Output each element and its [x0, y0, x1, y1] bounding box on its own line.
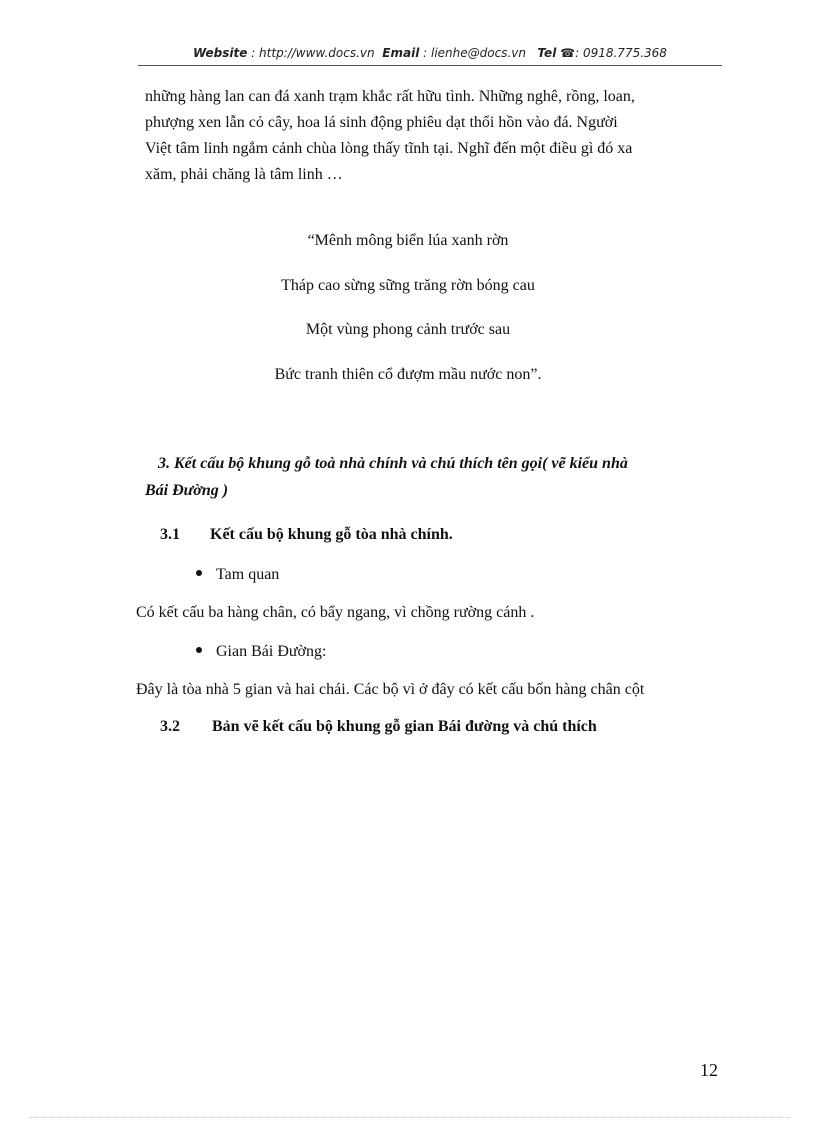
poem-line: Tháp cao sừng sững trăng rờn bóng cau [281, 277, 535, 294]
page-header [138, 46, 722, 60]
paragraph-line: phượng xen lẫn cỏ cây, hoa lá sinh động phiêu dạt thổi hồn vào đá. Người [145, 114, 618, 131]
tel-number: : 0918.775.368 [575, 46, 667, 60]
phone-icon: ☎ [560, 46, 576, 60]
bullet-icon [196, 570, 202, 576]
bullet-item-gian-bai-duong [196, 643, 326, 661]
paragraph-line: Việt tâm linh ngắm cảnh chùa lòng thấy tĩnh tại. Nghĩ đến một điều gì đó xa [145, 140, 633, 157]
email-address[interactable]: : lienhe@docs.vn [419, 46, 526, 60]
intro-paragraph [145, 84, 705, 188]
section-3-heading-line2: Bái Đường ) [145, 482, 229, 499]
page-bottom-border [30, 1117, 790, 1118]
paragraph-line: những hàng lan can đá xanh trạm khắc rất hữu tình. Những nghê, rồng, loan, [145, 88, 635, 105]
website-label: Website [193, 46, 248, 60]
website-url[interactable]: : http://www.docs.vn [247, 46, 375, 60]
poem-line: Bức tranh thiên cổ đượm mầu nước non”. [274, 366, 542, 383]
header-rule [138, 65, 722, 66]
page-number: 12 [700, 1060, 718, 1080]
body-text-tam-quan: Có kết cấu ba hàng chân, có bẩy ngang, vì chồng rường cánh . [136, 604, 535, 621]
bullet-text: Gian Bái Đường: [216, 643, 327, 660]
subsection-3-1-title: Kết cấu bộ khung gỗ tòa nhà chính. [210, 526, 453, 543]
subsection-3-2-number: 3.2 [160, 718, 180, 735]
poem-line: Một vùng phong cảnh trước sau [305, 321, 511, 338]
bullet-item-tam-quan [196, 566, 279, 584]
bullet-icon [196, 647, 202, 653]
subsection-3-2-title: Bản vẽ kết cấu bộ khung gỗ gian Bái đường và chú thích [212, 718, 597, 735]
poem-line: “Mênh mông biển lúa xanh rờn [307, 232, 509, 249]
section-3-heading-line1: 3. Kết cấu bộ khung gỗ toà nhà chính và chú thích tên gọi( vẽ kiểu nhà [158, 455, 628, 472]
bullet-text: Tam quan [216, 566, 280, 583]
body-text-gian-bai-duong: Đây là tòa nhà 5 gian và hai chái. Các bộ vì ở đây có kết cấu bốn hàng chân cột [136, 681, 645, 698]
tel-label: Tel [537, 46, 557, 60]
email-label: Email [382, 46, 420, 60]
paragraph-line: xăm, phải chăng là tâm linh … [145, 166, 343, 183]
subsection-3-1-number: 3.1 [160, 526, 180, 543]
